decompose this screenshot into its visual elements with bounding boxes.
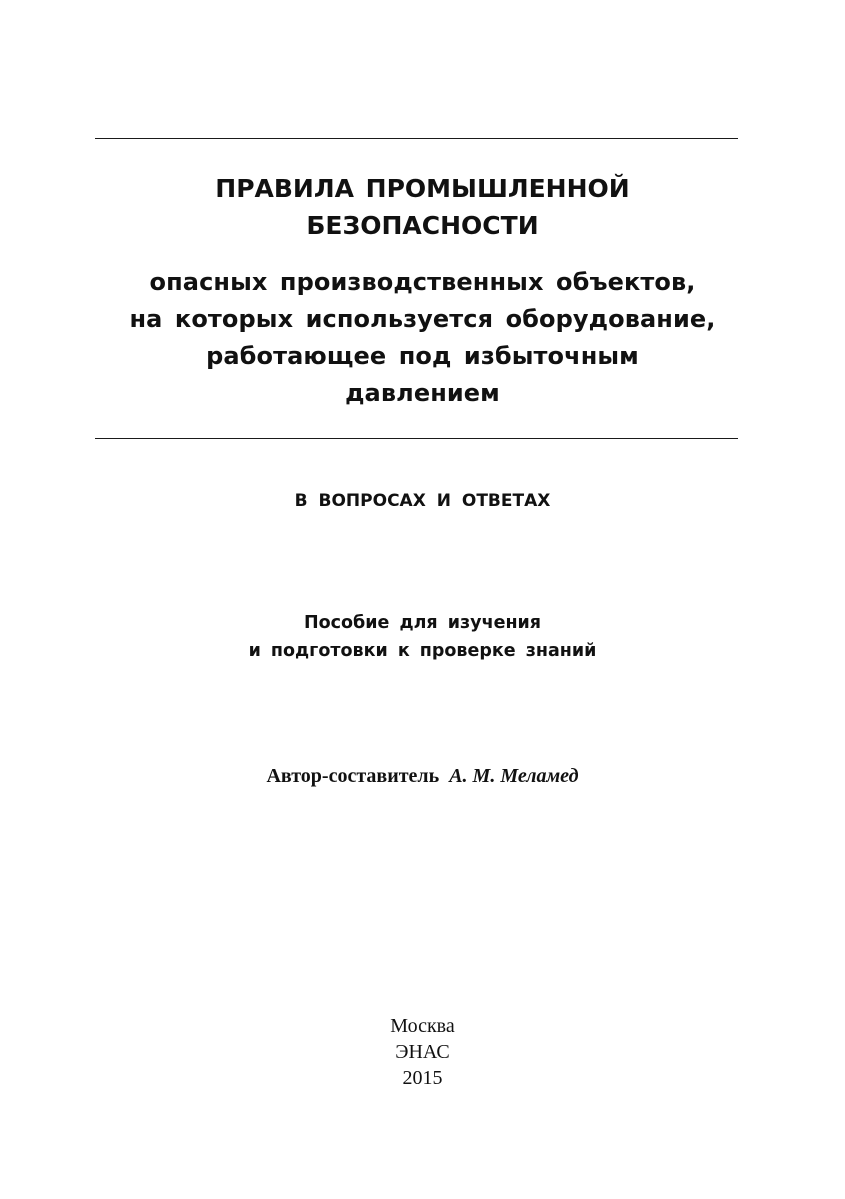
manual-description <box>0 609 845 665</box>
author-name: А. М. Меламед <box>449 765 579 787</box>
series-label-text: В ВОПРОСАХ И ОТВЕТАХ <box>294 491 551 511</box>
book-title-line-1: ПРАВИЛА ПРОМЫШЛЕННОЙ <box>215 174 630 203</box>
imprint-publisher: ЭНАС <box>395 1041 450 1063</box>
top-rule <box>95 138 738 139</box>
book-subtitle-line-3: работающее под избыточным <box>206 342 639 370</box>
author-credit <box>0 762 845 790</box>
imprint-city: Москва <box>390 1015 455 1037</box>
book-title-line-2: БЕЗОПАСНОСТИ <box>306 211 539 240</box>
imprint <box>0 1013 845 1091</box>
imprint-year: 2015 <box>402 1067 443 1089</box>
bottom-rule <box>95 438 738 439</box>
book-subtitle-line-2: на которых используется оборудование, <box>129 305 716 333</box>
manual-description-line-1: Пособие для изучения <box>303 613 542 633</box>
book-subtitle-line-1: опасных производственных объектов, <box>149 268 696 296</box>
series-label <box>0 489 845 513</box>
book-title <box>0 170 845 244</box>
book-subtitle-line-4: давлением <box>345 379 500 407</box>
author-role: Автор-составитель <box>266 765 440 787</box>
manual-description-line-2: и подготовки к проверке знаний <box>248 641 597 661</box>
book-subtitle <box>0 264 845 412</box>
